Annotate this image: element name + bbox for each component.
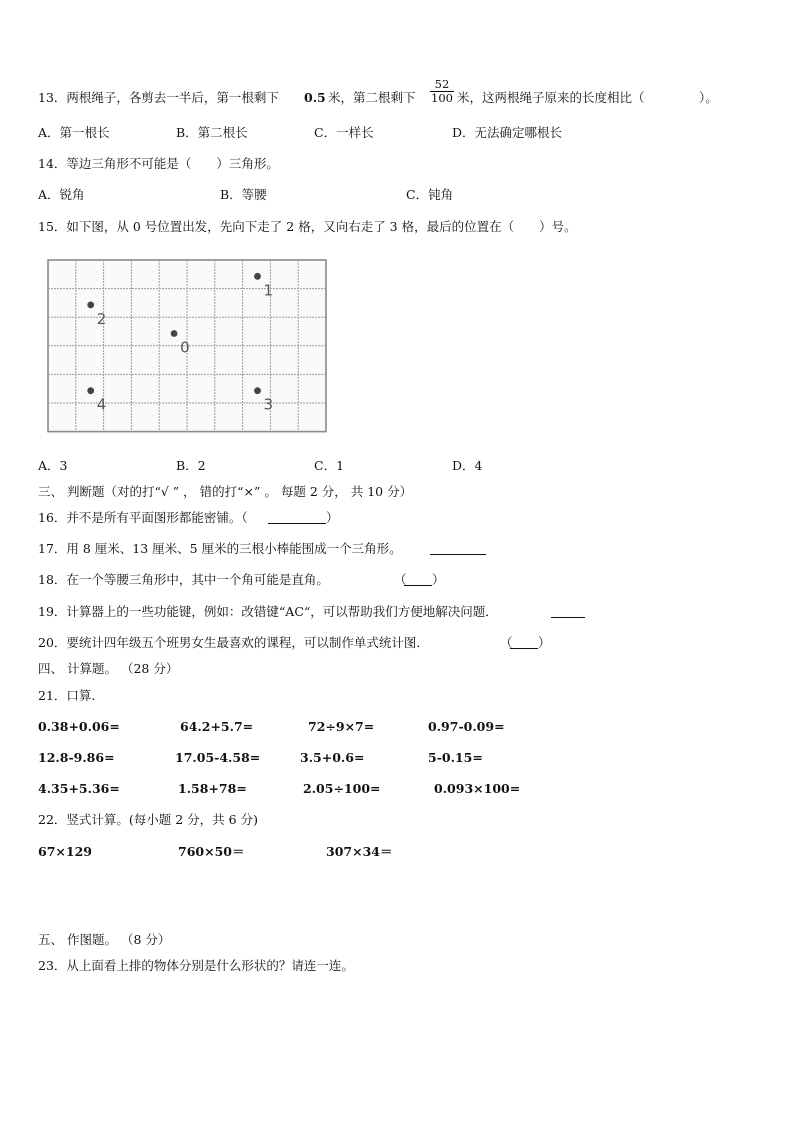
calc-item: 0.093×100= bbox=[434, 781, 521, 796]
calc-item: 2.05÷100= bbox=[303, 781, 381, 796]
q15-text: 15．如下图，从 0 号位置出发，先向下走了 2 格，又向右走了 3 格，最后的位置在（ ）号。 bbox=[38, 219, 577, 234]
grid-point-label-3: 3 bbox=[263, 395, 274, 414]
calc-item: 12.8-9.86= bbox=[38, 750, 115, 765]
calc-item: 1.58+78= bbox=[178, 781, 247, 796]
q15-option-a: A．3 bbox=[38, 458, 68, 473]
q14-option-a: A．锐角 bbox=[38, 187, 85, 202]
grid-point-3 bbox=[254, 387, 261, 394]
section-3-title: 三、 判断题（对的打“√ ” ， 错的打“×” 。 每题 2 分， 共 10 分） bbox=[38, 484, 413, 499]
grid-point-label-1: 1 bbox=[263, 281, 274, 300]
q15-option-c: C．1 bbox=[314, 458, 345, 473]
q13-text-d: ）。 bbox=[699, 90, 718, 105]
q19-text: 19．计算器上的一些功能键，例如：改错键“AC“，可以帮助我们方便地解决问题． bbox=[38, 604, 498, 619]
vertical-calc-item: 67×129 bbox=[38, 844, 92, 859]
calc-item: 5-0.15= bbox=[428, 750, 483, 765]
grid-point-label-2: 2 bbox=[96, 309, 107, 328]
q13-text-c: 米，这两根绳子原来的长度相比（ bbox=[457, 90, 645, 105]
q13-option-d: D．无法确定哪根长 bbox=[452, 125, 563, 140]
vertical-calc-item: 307×34＝ bbox=[326, 844, 393, 859]
q19-answer-blank[interactable] bbox=[551, 605, 585, 618]
q13-option-a: A．第一根长 bbox=[38, 125, 110, 140]
section-5-title: 五、 作图题。 （8 分） bbox=[38, 932, 171, 947]
q13-option-c: C．一样长 bbox=[314, 125, 374, 140]
q22-text: 22．竖式计算。(每小题 2 分，共 6 分) bbox=[38, 812, 258, 827]
grid-point-2 bbox=[87, 302, 94, 309]
q15-option-d: D．4 bbox=[452, 458, 483, 473]
grid-point-4 bbox=[87, 387, 94, 394]
q18-text: 18．在一个等腰三角形中，其中一个角可能是直角。 bbox=[38, 572, 329, 587]
q23-text: 23．从上面看上排的物体分别是什么形状的？请连一连。 bbox=[38, 958, 354, 973]
calc-item: 72÷9×7= bbox=[308, 719, 375, 734]
grid-svg bbox=[46, 258, 328, 436]
q16-end: ） bbox=[326, 510, 339, 525]
grid-point-label-4: 4 bbox=[96, 395, 107, 414]
calc-item: 3.5+0.6= bbox=[300, 750, 365, 765]
q13-fraction-numerator: 52 bbox=[430, 78, 454, 92]
calc-item: 0.97-0.09= bbox=[428, 719, 505, 734]
q20-paren-open: （ bbox=[500, 635, 513, 650]
q15-option-b: B．2 bbox=[176, 458, 206, 473]
q14-option-b: B．等腰 bbox=[220, 187, 267, 202]
q16-text: 16．并不是所有平面图形都能密铺。（ bbox=[38, 510, 248, 525]
q13-option-b: B．第二根长 bbox=[176, 125, 248, 140]
q13-text-b: 米，第二根剩下 bbox=[328, 90, 416, 105]
q18-paren-close: ） bbox=[432, 572, 445, 587]
position-grid-figure bbox=[46, 258, 328, 436]
q13-fraction bbox=[430, 78, 454, 105]
q17-text: 17．用 8 厘米、13 厘米、5 厘米的三根小棒能围成一个三角形。 bbox=[38, 541, 402, 556]
grid-point-label-0: 0 bbox=[180, 338, 190, 357]
calc-item: 4.35+5.36= bbox=[38, 781, 120, 796]
q14-text: 14．等边三角形不可能是（ ）三角形。 bbox=[38, 156, 279, 171]
calc-item: 17.05-4.58= bbox=[175, 750, 261, 765]
q14-option-c: C．钝角 bbox=[406, 187, 454, 202]
section-4-title: 四、 计算题。 （28 分） bbox=[38, 661, 179, 676]
vertical-calc-item: 760×50＝ bbox=[178, 844, 245, 859]
q16-answer-blank[interactable] bbox=[268, 511, 326, 524]
calc-item: 64.2+5.7= bbox=[180, 719, 254, 734]
grid-point-0 bbox=[171, 330, 178, 337]
q21-text: 21．口算. bbox=[38, 688, 96, 703]
q20-answer-blank[interactable] bbox=[510, 636, 538, 649]
q18-paren-open: （ bbox=[394, 572, 407, 587]
q13-text-a: 13．两根绳子，各剪去一半后，第一根剩下 bbox=[38, 90, 279, 105]
grid-point-1 bbox=[254, 273, 261, 280]
q20-paren-close: ） bbox=[538, 635, 551, 650]
q13-number: 0.5 bbox=[304, 90, 326, 105]
calc-item: 0.38+0.06= bbox=[38, 719, 120, 734]
q13-fraction-denominator: 100 bbox=[431, 91, 453, 105]
q20-text: 20．要统计四年级五个班男女生最喜欢的课程，可以制作单式统计图． bbox=[38, 635, 429, 650]
q17-answer-blank[interactable] bbox=[430, 542, 486, 555]
q18-answer-blank[interactable] bbox=[404, 573, 432, 586]
